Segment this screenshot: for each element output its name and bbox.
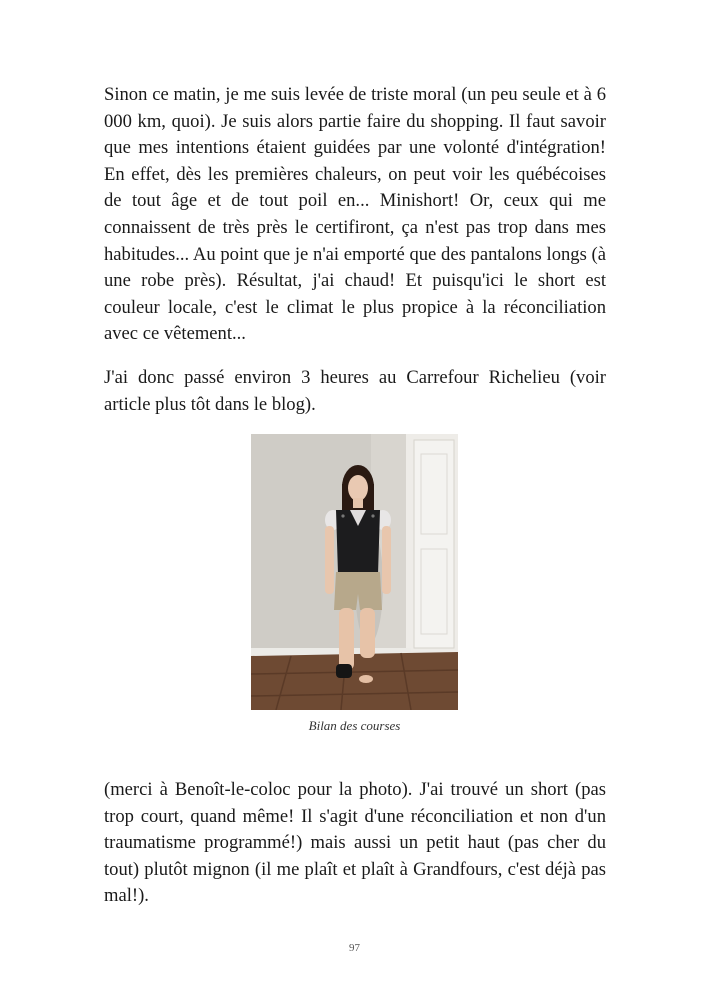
- page-number: 97: [349, 942, 360, 954]
- paragraph-shopping-intro: Sinon ce matin, je me suis levée de triste moral (un peu seule et à 6 000 km, quoi). Je suis alors partie faire du shopping. Il faut savoir que mes intentions étaient guidées par une volonté d'intégration! En effet, dès les premières chaleurs, on peut voir les québécoises de tout âge et de tout poil en... Minishort! Or, ceux qui me connaissent de très près le certifiront, ça n'est pas trop dans mes habitudes... Au point que je n'ai emporté que des pantalons longs (à une robe près). Résultat, j'ai chaud! Et puisqu'ici le short est couleur locale, c'est le climat le plus propice à la réconciliation avec ce vêtement...: [104, 84, 606, 345]
- paragraph-carrefour: J'ai donc passé environ 3 heures au Carrefour Richelieu (voir article plus tôt dans le blog).: [104, 367, 606, 415]
- photo-caption: Bilan des courses: [308, 718, 401, 733]
- paragraph-result: (merci à Benoît-le-coloc pour la photo). J'ai trouvé un short (pas trop court, quand même! Il s'agit d'une réconciliation et non d'un traumatisme programmé!) mais aussi un petit haut (pas cher du tout) plutôt mignon (il me plaît et plaît à Grandfours, c'est déjà pas mal!).: [104, 779, 606, 907]
- photo-outfit: [251, 434, 458, 710]
- photo-illustration: [251, 434, 458, 710]
